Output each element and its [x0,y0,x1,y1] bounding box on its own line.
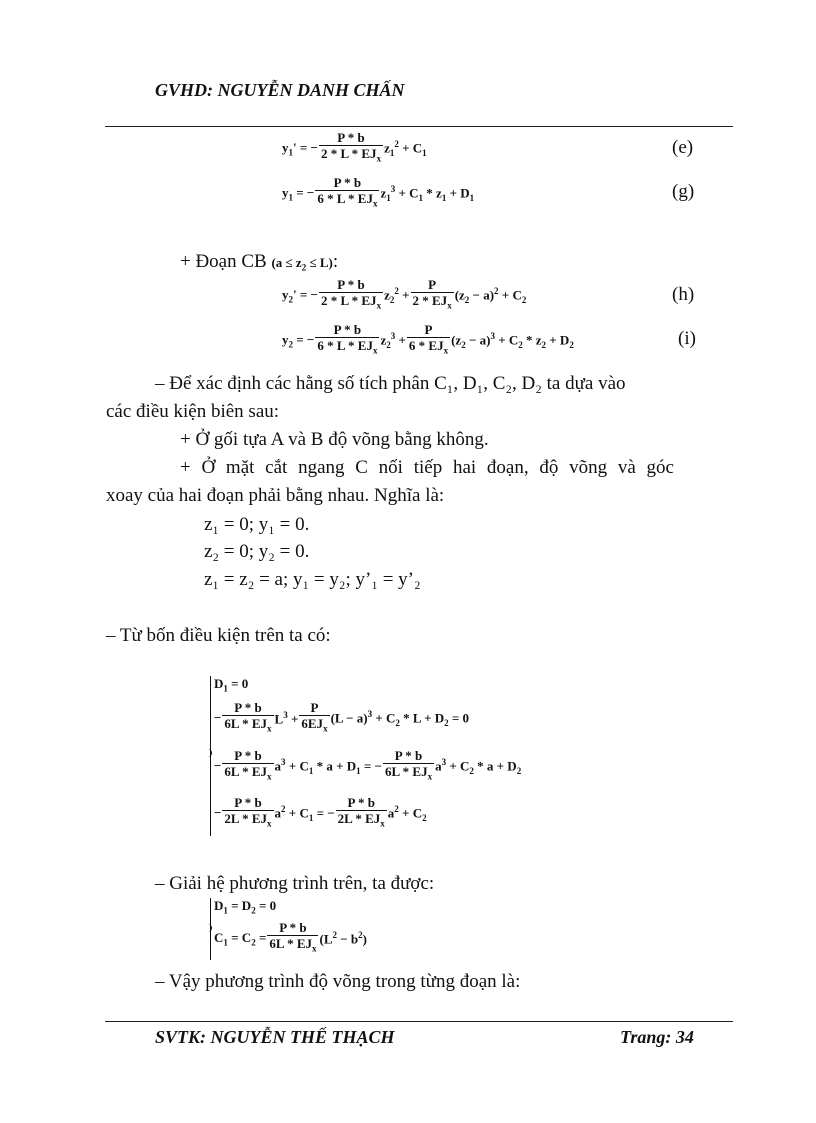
footer-student: SVTK: NGUYỄN THẾ THẠCH [155,1027,395,1047]
system-eq-4: − $\frac{P * b}{2L * EJ_x}$ $a^2 + C_1$ = − $\frac{P * b}{2L * EJ_x}$ $a^2 + C_2$ [214,795,427,832]
solution-eq-2: $C_1 = C_2$ = $\frac{P * b}{6L * EJ_x}$ $(L^2 - b^2)$ [214,920,367,957]
equation-g: $y_1$ = − $\frac{P * b}{6 * L * EJ_x}$ $z_1^3 + C_1 * z_1 + D_1$ [282,175,474,212]
solution-eq-1: $D_1 = D_2 = 0$ [214,898,277,916]
tag-g: (g) [672,181,695,202]
condition-supports: + Ở gối tựa A và B độ võng bằng không. [180,429,489,450]
conditions-intro-line1: – Để xác định các hằng số tích phân C₁, D₁, C₂, D₂ ta dựa vào [155,373,626,394]
solution-brace [210,898,211,960]
segment-cb-text: + Đoạn CB [180,251,267,272]
tag-i: (i) [678,328,696,349]
equation-e: $y_1'$ = − $\frac{P * b}{2 * L * EJ_x}$ $z_1^2 + C_1$ [282,130,427,167]
conclusion: – Vậy phương trình độ võng trong từng đoạn là: [155,971,521,992]
tag-e: (e) [672,137,694,158]
footer-rule [105,1021,733,1022]
system-brace [210,676,211,836]
solve-system: – Giải hệ phương trình trên, ta được: [155,873,435,894]
from-four-conditions: – Từ bốn điều kiện trên ta có: [106,625,331,646]
header-advisor: GVHD: NGUYỄN DANH CHẤN [155,80,405,100]
condition-section-c-line1: + Ở mặt cắt ngang C nối tiếp hai đoạn, độ võng và góc [180,457,674,478]
boundary-condition-3: z₁ = z₂ = a; y₁ = y₂; y’₁ = y’₂ [204,569,421,590]
header-rule [105,126,733,127]
conditions-intro-line2: các điều kiện biên sau: [106,401,280,422]
segment-cb-label: + Đoạn CB $(a \le z_2 \le L)$: [180,251,339,273]
footer-page-number: Trang: 34 [620,1027,694,1047]
boundary-condition-2: z₂ = 0; y₂ = 0. [204,541,310,562]
boundary-condition-1: z₁ = 0; y₁ = 0. [204,514,310,535]
system-eq-2: − $\frac{P * b}{6L * EJ_x}$ $L^3$ + $\frac{P}{6EJ_x}$ $(L - a)^3 + C_2 * L + D_2 = 0$ [214,700,469,737]
equation-h: $y_2'$ = − $\frac{P * b}{2 * L * EJ_x}$ $z_2^2$ + $\frac{P}{2 * EJ_x}$ $(z_2 - a)^2 + C_2$ [282,277,526,314]
condition-section-c-line2: xoay của hai đoạn phải bằng nhau. Nghĩa là: [106,485,445,506]
tag-h: (h) [672,284,695,305]
system-eq-3: − $\frac{P * b}{6L * EJ_x}$ $a^3 + C_1 * a + D_1$ = − $\frac{P * b}{6L * EJ_x}$ $a^3 + C_2 * a + D_2$ [214,748,521,785]
equation-i: $y_2$ = − $\frac{P * b}{6 * L * EJ_x}$ $z_2^3$ + $\frac{P}{6 * EJ_x}$ $(z_2 - a)^3 + C_2 * z_2 + D_2$ [282,322,574,359]
system-eq-1: $D_1 = 0$ [214,676,249,694]
